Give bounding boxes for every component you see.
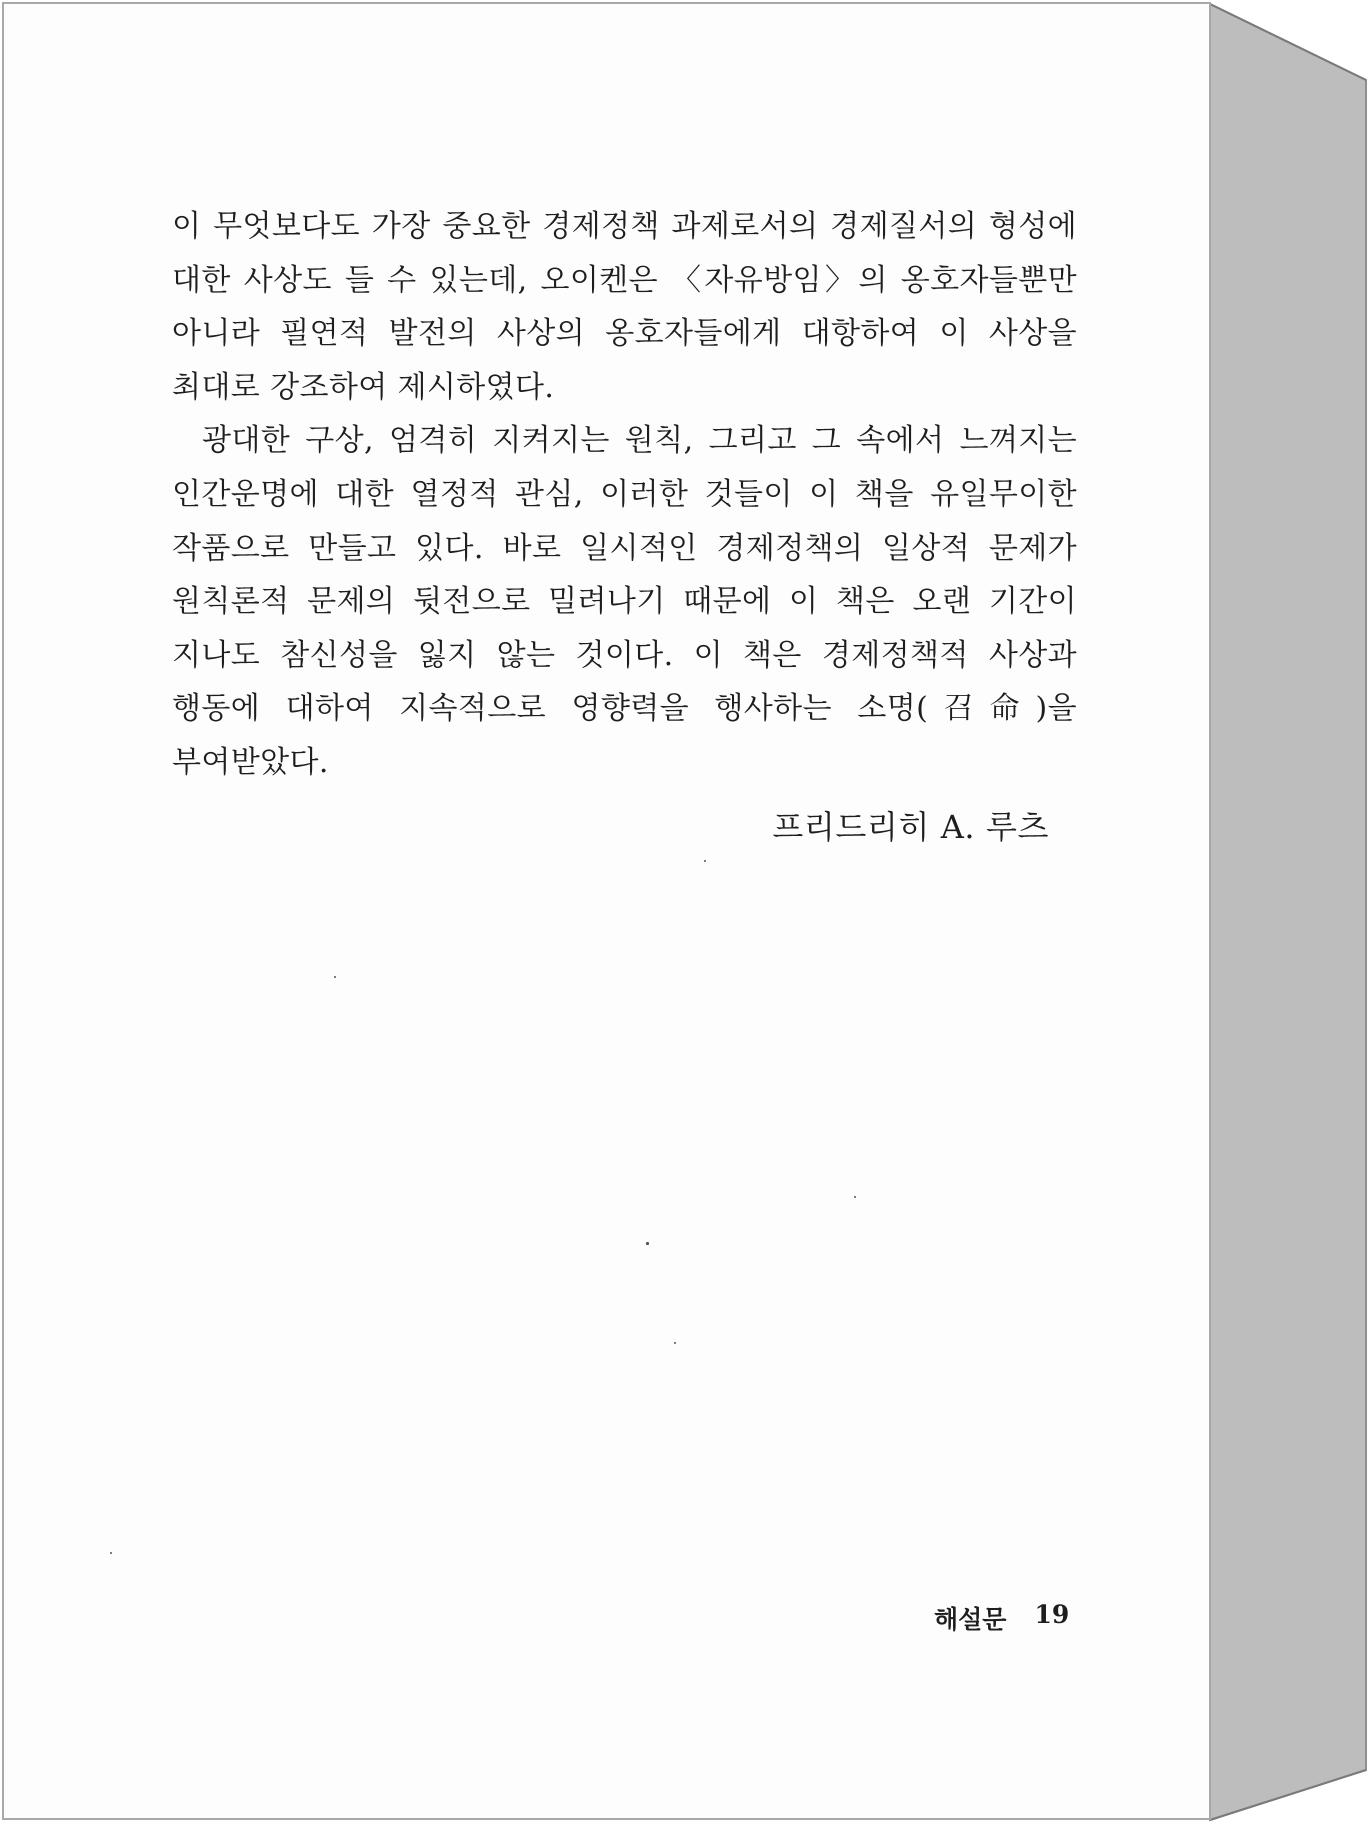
paper-speck [334,976,336,978]
page-footer [934,1600,1069,1636]
author-signature: 프리드리히 A. 루츠 [772,808,1049,846]
paper-speck [646,1242,649,1245]
paper-speck [854,1196,856,1198]
book-page [2,2,1211,1820]
paper-speck [704,860,706,862]
paper-speck [674,1342,676,1344]
paragraph-2: 광대한 구상, 엄격히 지켜지는 원칙, 그리고 그 속에서 느껴지는 인간운명에 대한 열정적 관심, 이러한 것들이 이 책을 유일무이한 작품으로 만들고 있다. 바로 일시적인 경제정책의 일상적 문제가 원칙론적 문제의 뒷전으로 밀려나기 때문에 이 책은 오랜 기간이 지나도 참신성을 잃지 않는 것이다. 이 책은 경제정책적 사상과 행동에 대하여 지속적으로 영향력을 행사하는 소명(召命)을 부여받았다. [172,423,1077,780]
page-number: 19 [1034,1600,1070,1629]
body-text [172,200,1077,790]
section-title: 해설문 [934,1605,1007,1634]
paragraph-1: 이 무엇보다도 가장 중요한 경제정책 과제로서의 경제질서의 형성에 대한 사상도 들 수 있는데, 오이켄은 〈자유방임〉의 옹호자들뿐만 아니라 필연적 발전의 사상의 옹호자들에게 대항하여 이 사상을 최대로 강조하여 제시하였다. [172,209,1077,405]
paper-speck [110,1552,112,1554]
